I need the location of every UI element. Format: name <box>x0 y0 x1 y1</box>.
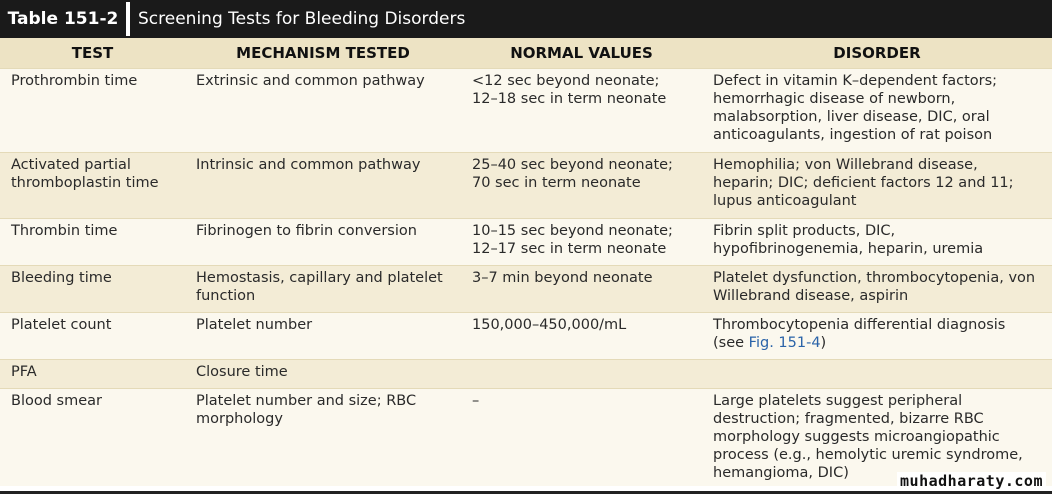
header-row <box>0 38 1052 69</box>
cell-line: Fibrin split products, DIC, <box>713 223 896 239</box>
mechanism-cell <box>185 389 461 487</box>
cell-line: lupus anticoagulant <box>713 193 857 209</box>
cell-line: Prothrombin time <box>11 73 138 89</box>
disorder-cell <box>702 360 1052 389</box>
mechanism-cell <box>185 153 461 219</box>
disorder-cell <box>702 219 1052 266</box>
cell-line: morphology suggests microangiopathic <box>713 429 1000 445</box>
table-title: Screening Tests for Bleeding Disorders <box>138 9 466 29</box>
cell-line: Thrombin time <box>11 223 118 239</box>
normal-values-cell <box>461 266 702 313</box>
normal-values-cell <box>461 360 702 389</box>
see-suffix: ) <box>820 335 827 351</box>
cell-line: Platelet count <box>11 317 112 333</box>
mechanism-cell <box>185 360 461 389</box>
table-row <box>0 360 1052 389</box>
cell-line: morphology <box>196 411 283 427</box>
cell-line: Hemophilia; von Willebrand disease, <box>713 157 978 173</box>
disorder-cell <box>702 266 1052 313</box>
cell-line: 25–40 sec beyond neonate; <box>472 157 673 173</box>
table-row <box>0 266 1052 313</box>
test-cell <box>0 389 185 487</box>
mechanism-cell <box>185 266 461 313</box>
test-cell <box>0 153 185 219</box>
cell-line: Platelet number <box>196 317 313 333</box>
table-row <box>0 153 1052 219</box>
test-cell <box>0 219 185 266</box>
test-cell <box>0 266 185 313</box>
screening-tests-table <box>0 38 1052 486</box>
header-mechanism: MECHANISM TESTED <box>185 38 461 69</box>
see-figure-line <box>713 334 1046 352</box>
test-cell <box>0 69 185 153</box>
cell-line: Fibrinogen to fibrin conversion <box>196 223 417 239</box>
cell-line: Extrinsic and common pathway <box>196 73 425 89</box>
disorder-cell <box>702 313 1052 360</box>
cell-line: Defect in vitamin K–dependent factors; <box>713 73 998 89</box>
cell-line: function <box>196 288 256 304</box>
table-row <box>0 389 1052 487</box>
cell-line: thromboplastin time <box>11 175 159 191</box>
normal-values-cell <box>461 153 702 219</box>
cell-line: PFA <box>11 364 37 380</box>
table-row <box>0 313 1052 360</box>
normal-values-cell <box>461 69 702 153</box>
table-number: Table 151-2 <box>7 9 119 29</box>
header-test: TEST <box>0 38 185 69</box>
cell-line: malabsorption, liver disease, DIC, oral <box>713 109 990 125</box>
disorder-cell <box>702 153 1052 219</box>
cell-line: <12 sec beyond neonate; <box>472 73 660 89</box>
table-bottom-rule <box>0 491 1052 494</box>
table-title-bar <box>0 0 1052 38</box>
header-disorder: DISORDER <box>702 38 1052 69</box>
table-row <box>0 69 1052 153</box>
cell-line: Activated partial <box>11 157 131 173</box>
cell-line: 12–18 sec in term neonate <box>472 91 667 107</box>
watermark: muhadharaty.com <box>897 472 1046 490</box>
cell-line: Blood smear <box>11 393 102 409</box>
table-row <box>0 219 1052 266</box>
cell-line: hypofibrinogenemia, heparin, uremia <box>713 241 984 257</box>
figure-link[interactable]: Fig. 151-4 <box>748 335 821 351</box>
cell-line: process (e.g., hemolytic uremic syndrome, <box>713 447 1023 463</box>
cell-line: Willebrand disease, aspirin <box>713 288 909 304</box>
test-cell <box>0 313 185 360</box>
mechanism-cell <box>185 219 461 266</box>
normal-values-cell <box>461 219 702 266</box>
cell-line: Platelet number and size; RBC <box>196 393 417 409</box>
cell-line: anticoagulants, ingestion of rat poison <box>713 127 993 143</box>
normal-values-cell <box>461 389 702 487</box>
cell-line: heparin; DIC; deficient factors 12 and 11; <box>713 175 1014 191</box>
header-normal-values: NORMAL VALUES <box>461 38 702 69</box>
cell-line: destruction; fragmented, bizarre RBC <box>713 411 984 427</box>
cell-line: – <box>472 393 480 409</box>
cell-line: Bleeding time <box>11 270 112 286</box>
cell-line: Large platelets suggest peripheral <box>713 393 963 409</box>
cell-line: 70 sec in term neonate <box>472 175 641 191</box>
cell-line: Platelet dysfunction, thrombocytopenia, von <box>713 270 1036 286</box>
test-cell <box>0 360 185 389</box>
cell-line: Hemostasis, capillary and platelet <box>196 270 443 286</box>
normal-values-cell <box>461 313 702 360</box>
cell-line: Closure time <box>196 364 288 380</box>
cell-line: hemangioma, DIC) <box>713 465 849 481</box>
cell-line: Intrinsic and common pathway <box>196 157 421 173</box>
cell-line: 10–15 sec beyond neonate; <box>472 223 673 239</box>
disorder-cell <box>702 69 1052 153</box>
mechanism-cell <box>185 313 461 360</box>
mechanism-cell <box>185 69 461 153</box>
cell-line: 150,000–450,000/mL <box>472 317 627 333</box>
cell-line: hemorrhagic disease of newborn, <box>713 91 956 107</box>
cell-line: 12–17 sec in term neonate <box>472 241 667 257</box>
see-prefix: (see <box>713 335 749 351</box>
cell-line: 3–7 min beyond neonate <box>472 270 653 286</box>
cell-line: Thrombocytopenia differential diagnosis <box>713 317 1006 333</box>
